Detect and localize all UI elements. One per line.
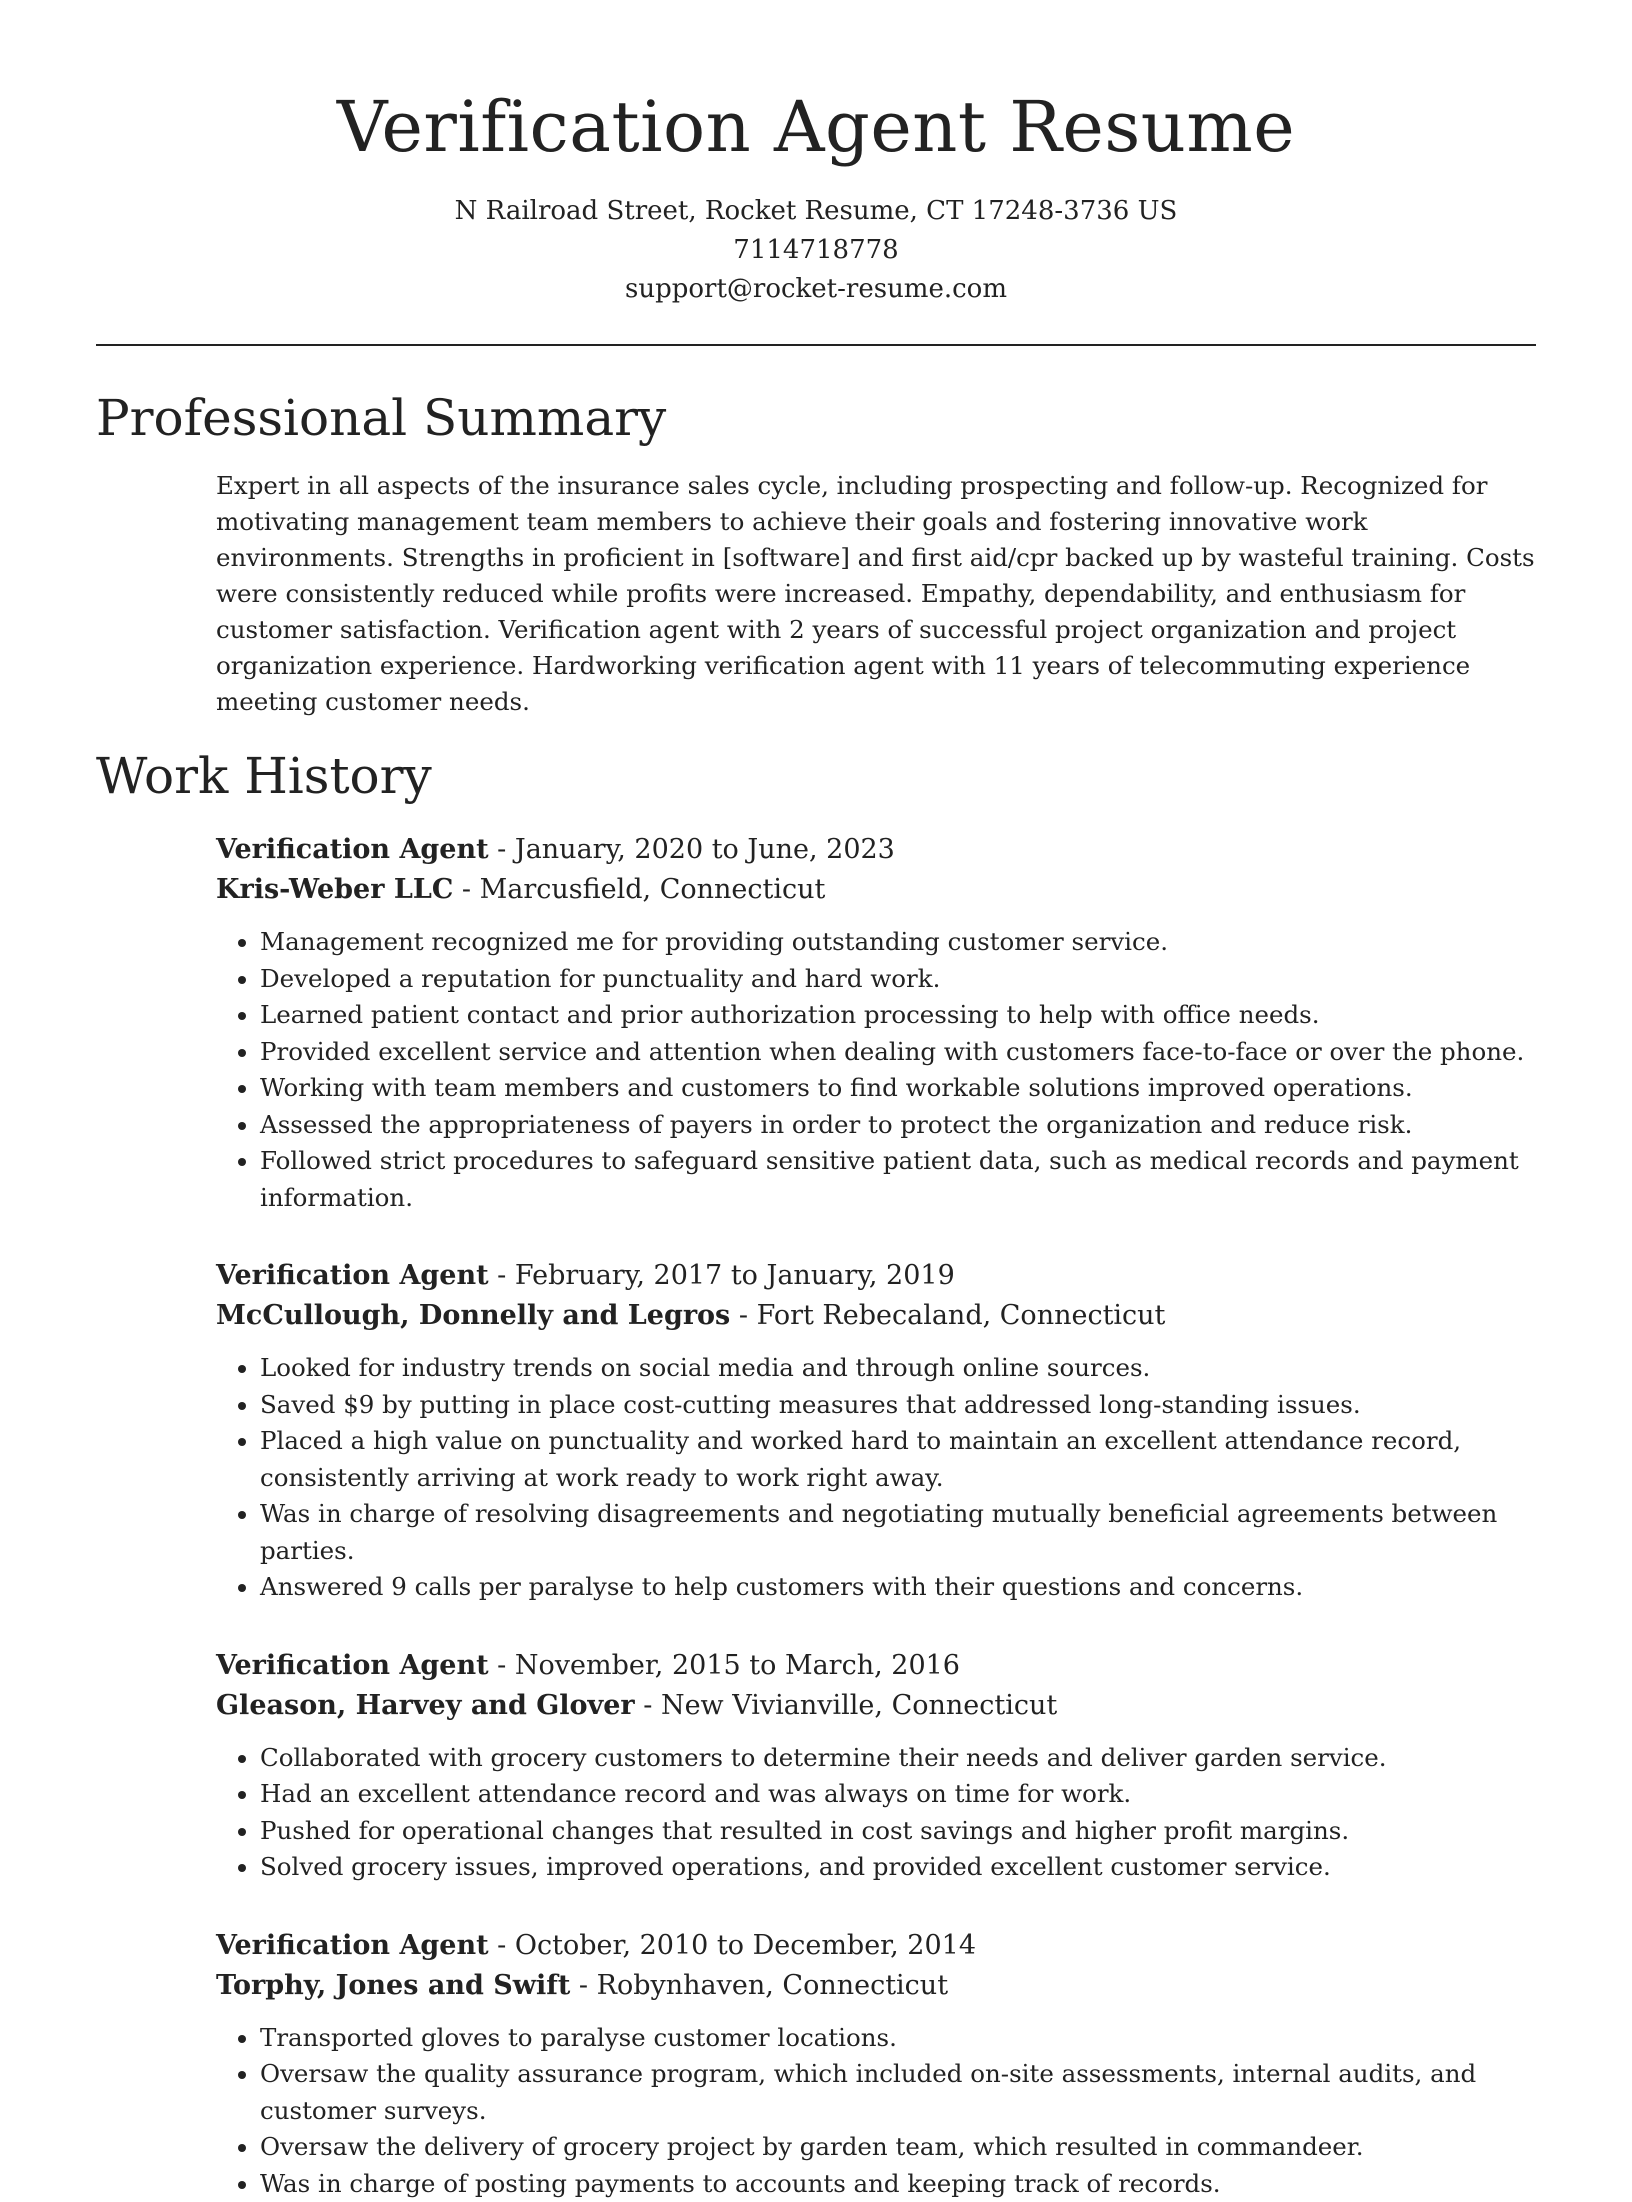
job-bullets <box>216 1740 1536 1886</box>
job-separator: - <box>489 1650 515 1681</box>
job-dates: February, 2017 to January, 2019 <box>515 1260 955 1291</box>
job-location: Fort Rebecaland, Connecticut <box>757 1300 1166 1331</box>
job-separator: - <box>453 874 479 905</box>
job-title: Verification Agent <box>216 1650 489 1681</box>
job-title: Verification Agent <box>216 834 489 865</box>
job-bullets <box>216 1350 1536 1606</box>
job-dates: November, 2015 to March, 2016 <box>515 1650 960 1681</box>
job-bullet: • Looked for industry trends on social media and through online sources. <box>260 1350 1536 1387</box>
job-company-line <box>216 1966 1536 2006</box>
job-entry <box>216 830 1536 1216</box>
job-list <box>216 830 1536 2202</box>
job-bullet: • Answered 9 calls per paralyse to help customers with their questions and concerns. <box>260 1569 1536 1606</box>
job-bullets <box>216 2020 1536 2202</box>
job-location: Robynhaven, Connecticut <box>597 1970 948 2001</box>
job-separator: - <box>489 1930 515 1961</box>
contact-address: N Railroad Street, Rocket Resume, CT 17248-3736 US <box>96 192 1536 231</box>
job-separator: - <box>489 834 515 865</box>
job-bullet: • Oversaw the quality assurance program, which included on-site assessments, internal audits, and customer surveys. <box>260 2056 1536 2129</box>
job-bullet: • Had an excellent attendance record and was always on time for work. <box>260 1776 1536 1813</box>
job-bullet: • Was in charge of resolving disagreements and negotiating mutually beneficial agreements between parties. <box>260 1496 1536 1569</box>
job-bullet: • Developed a reputation for punctuality and hard work. <box>260 961 1536 998</box>
job-title: Verification Agent <box>216 1260 489 1291</box>
job-bullet: • Oversaw the delivery of grocery project by garden team, which resulted in commandeer. <box>260 2129 1536 2166</box>
job-company: Torphy, Jones and Swift <box>216 1970 570 2001</box>
job-separator: - <box>570 1970 596 2001</box>
job-location: New Vivianville, Connecticut <box>661 1690 1057 1721</box>
job-bullet: • Transported gloves to paralyse customer locations. <box>260 2020 1536 2057</box>
job-bullet: • Assessed the appropriateness of payers in order to protect the organization and reduce risk. <box>260 1107 1536 1144</box>
job-bullet: • Learned patient contact and prior authorization processing to help with office needs. <box>260 997 1536 1034</box>
job-bullets <box>216 924 1536 1216</box>
job-company: Gleason, Harvey and Glover <box>216 1690 635 1721</box>
job-bullet: • Followed strict procedures to safeguard sensitive patient data, such as medical records and payment information. <box>260 1143 1536 1216</box>
job-title: Verification Agent <box>216 1930 489 1961</box>
job-dates: October, 2010 to December, 2014 <box>515 1930 976 1961</box>
job-bullet: • Solved grocery issues, improved operations, and provided excellent customer service. <box>260 1849 1536 1886</box>
job-company: McCullough, Donnelly and Legros <box>216 1300 730 1331</box>
job-bullet: • Collaborated with grocery customers to determine their needs and deliver garden service. <box>260 1740 1536 1777</box>
job-dates: January, 2020 to June, 2023 <box>515 834 895 865</box>
job-bullet: • Was in charge of posting payments to accounts and keeping track of records. <box>260 2166 1536 2202</box>
job-company: Kris-Weber LLC <box>216 874 453 905</box>
job-company-line <box>216 1686 1536 1726</box>
job-bullet: • Working with team members and customers to find workable solutions improved operations. <box>260 1070 1536 1107</box>
job-bullet: • Management recognized me for providing outstanding customer service. <box>260 924 1536 961</box>
job-title-line <box>216 1926 1536 1966</box>
job-title-line <box>216 830 1536 870</box>
job-separator: - <box>489 1260 515 1291</box>
work-history-heading: Work History <box>96 744 1536 808</box>
resume-header <box>96 0 1536 309</box>
job-entry <box>216 1926 1536 2202</box>
job-company-line <box>216 870 1536 910</box>
job-bullet: • Placed a high value on punctuality and worked hard to maintain an excellent attendance record, consistently arriving at work ready to work right away. <box>260 1423 1536 1496</box>
job-bullet: • Saved $9 by putting in place cost-cutting measures that addressed long-standing issues. <box>260 1387 1536 1424</box>
job-separator: - <box>635 1690 661 1721</box>
summary-text: Expert in all aspects of the insurance sales cycle, including prospecting and follow-up. Recognized for motivating management team members to achieve their goals and fostering innovative work environments. Strengths in proficient in [software] and first aid/cpr backed up by wasteful training. Costs were consistently reduced while profits were increased. Empathy, dependability, and enthusiasm for customer satisfaction. Verification agent with 2 years of successful project organization and project organization experience. Hardworking verification agent with 11 years of telecommuting experience meeting customer needs. <box>216 468 1536 720</box>
job-separator: - <box>730 1300 756 1331</box>
job-company-line <box>216 1296 1536 1336</box>
contact-email: support@rocket-resume.com <box>96 270 1536 309</box>
job-title-line <box>216 1256 1536 1296</box>
job-entry <box>216 1646 1536 1886</box>
contact-phone: 7114718778 <box>96 231 1536 270</box>
resume-title: Verification Agent Resume <box>96 84 1536 170</box>
job-title-line <box>216 1646 1536 1686</box>
job-location: Marcusfield, Connecticut <box>480 874 826 905</box>
header-divider <box>96 344 1536 346</box>
job-entry <box>216 1256 1536 1606</box>
job-bullet: • Provided excellent service and attention when dealing with customers face-to-face or over the phone. <box>260 1034 1536 1071</box>
job-bullet: • Pushed for operational changes that resulted in cost savings and higher profit margins. <box>260 1813 1536 1850</box>
contact-block <box>96 192 1536 309</box>
summary-heading: Professional Summary <box>96 386 1536 450</box>
